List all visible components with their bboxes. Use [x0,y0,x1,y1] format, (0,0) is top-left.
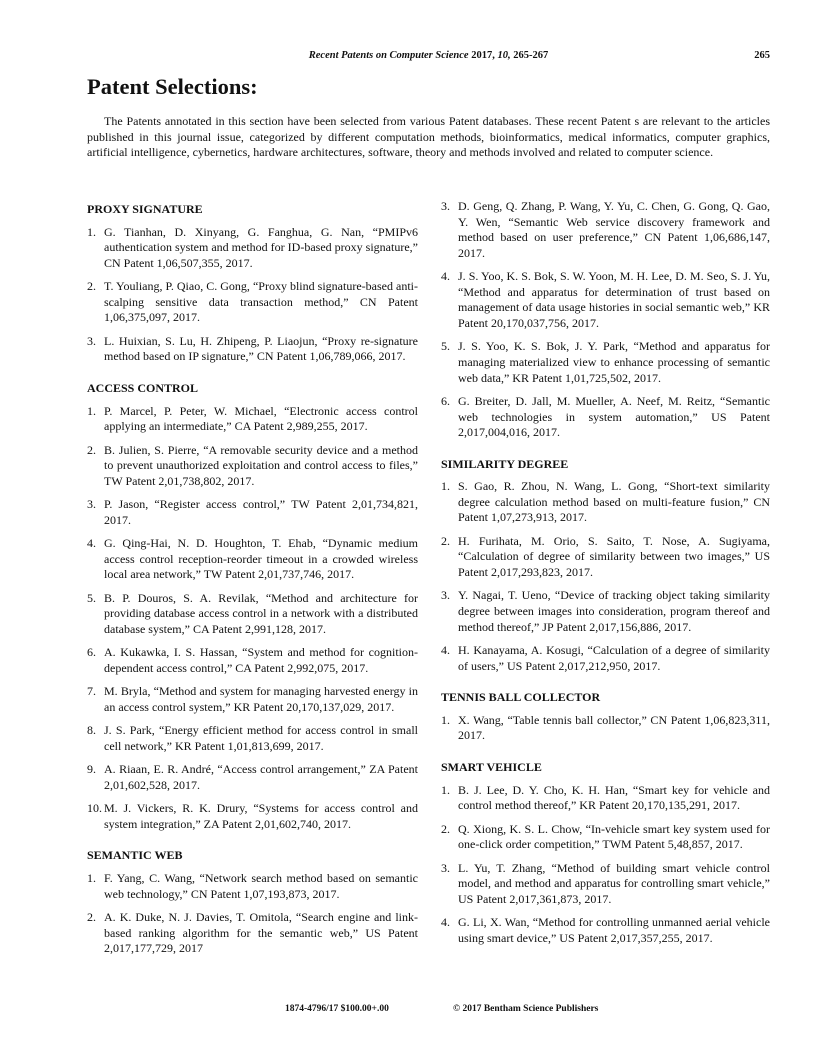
entry-citation: B. Julien, S. Pierre, “A removable security device and a method to prevent unauthorized exploitation and control access to files,” TW Patent 2,01,738,802, 2017. [104,442,418,488]
patent-entry [441,479,770,526]
section-heading: ACCESS CONTROL [87,380,199,395]
patent-entry [441,394,770,441]
journal-year: 2017, [471,50,495,61]
patent-entry [441,915,770,946]
patent-section [441,457,770,675]
patent-entry [441,783,770,814]
entry-number: 7. [87,684,96,699]
entry-citation: Q. Xiong, K. S. L. Chow, “In-vehicle smart key system used for one-click order competition,” TWM Patent 5,48,857, 2017. [458,821,770,852]
entry-citation: M. Bryla, “Method and system for managing harvested energy in an access control system,” KR Patent 20,170,137,029, 2017. [104,684,418,714]
patent-entry [87,334,418,365]
patent-section [87,848,418,956]
entry-number: 10. [87,801,102,816]
entry-citation: A. Riaan, E. R. André, “Access control arrangement,” ZA Patent 2,01,602,528, 2017. [104,762,418,792]
patent-entry [87,684,418,715]
entry-number: 3. [441,860,450,875]
entry-number: 1. [87,224,96,239]
journal-citation [87,50,770,61]
patent-section [441,690,770,744]
section-heading: SIMILARITY DEGREE [441,456,569,471]
entry-number: 1. [441,712,450,727]
patent-entry [87,762,418,793]
section-heading: PROXY SIGNATURE [87,202,203,216]
entry-number: 4. [441,643,450,658]
entry-citation: B. J. Lee, D. Y. Cho, K. H. Han, “Smart key for vehicle and control method thereof,” KR Patent 20,170,135,291, 2017. [458,782,770,813]
entry-citation: L. Huixian, S. Lu, H. Zhipeng, P. Liaojun, “Proxy re-signature method based on IP signature,” CN Patent 1,06,789,066, 2017. [104,333,418,364]
entry-number: 1. [441,479,450,494]
entry-citation: Y. Nagai, T. Ueno, “Device of tracking object taking similarity degree between images into consideration, program thereof and method thereof,” JP Patent 2,017,156,886, 2017. [458,588,770,634]
patent-entry [87,536,418,583]
patent-section [441,199,770,441]
patent-entry [441,339,770,386]
copyright: © 2017 Bentham Science Publishers [453,1004,599,1014]
entry-number: 2. [441,533,450,548]
section-heading: SMART VEHICLE [441,760,542,774]
entry-number: 9. [87,762,96,777]
entry-citation: M. J. Vickers, R. K. Drury, “Systems for access control and system integration,” ZA Patent 2,01,602,740, 2017. [104,801,418,831]
patent-entry [441,534,770,581]
entry-citation: P. Jason, “Register access control,” TW Patent 2,01,734,821, 2017. [104,497,418,527]
entry-citation: J. S. Park, “Energy efficient method for access control in small cell network,” KR Patent 1,01,813,699, 2017. [104,723,418,753]
patent-entry [87,591,418,638]
patent-entry [441,822,770,853]
patent-entry [441,643,770,674]
entry-number: 3. [441,588,450,603]
entry-citation: J. S. Yoo, K. S. Bok, S. W. Yoon, M. H. Lee, D. M. Seo, S. J. Yu, “Method and apparatus for determination of trust based on management of data usage histories in social semantic web,” KR Patent 20,170,037,756, 2017. [458,269,770,330]
entry-number: 1. [441,782,450,797]
issn-price: 1874-4796/17 $100.00+.00 [285,1004,389,1014]
entry-number: 2. [87,442,96,457]
right-column [441,199,770,962]
entry-number: 8. [87,723,96,738]
patent-entry [87,225,418,272]
entry-number: 1. [87,870,96,885]
entry-citation: T. Youliang, P. Qiao, C. Gong, “Proxy blind signature-based anti-scalping sensitive data transaction method,” CN Patent 1,06,375,097, 2017. [104,279,418,325]
entry-citation: S. Gao, R. Zhou, N. Wang, L. Gong, “Short-text similarity degree calculation method based on multi-feature fusion,” CN Patent 1,07,273,913, 2017. [458,479,770,525]
entry-number: 2. [441,821,450,836]
entry-number: 3. [441,199,450,213]
entry-citation: G. Tianhan, D. Xinyang, G. Fanghua, G. Nan, “PMIPv6 authentication system and method for ID-based proxy signature,” CN Patent 1,06,507,355, 2017. [104,224,418,270]
entry-number: 3. [87,333,96,348]
entry-number: 1. [87,403,96,418]
entry-citation: A. K. Duke, N. J. Davies, T. Omitola, “Search engine and link-based ranking algorithm for the semantic web,” US Patent 2,017,177,729, 2017 [104,909,418,956]
journal-volume: 10, [497,50,511,61]
patent-entry [441,861,770,908]
section-heading: SEMANTIC WEB [87,848,183,863]
patent-entry [87,910,418,957]
entry-citation: G. Li, X. Wan, “Method for controlling unmanned aerial vehicle using smart device,” US Patent 2,017,357,255, 2017. [458,915,770,945]
entry-number: 2. [87,279,96,294]
patent-entry [87,871,418,902]
patent-entry [87,443,418,490]
page-title: Patent Selections: [87,74,258,99]
patent-entry [87,497,418,528]
entry-citation: F. Yang, C. Wang, “Network search method based on semantic web technology,” CN Patent 1,07,193,873, 2017. [104,870,418,901]
entry-number: 2. [87,909,96,924]
patent-entry [441,269,770,331]
left-column [87,202,418,973]
patent-section [441,760,770,946]
entry-citation: G. Qing-Hai, N. D. Houghton, T. Ehab, “Dynamic medium access control reception-reorder timeout in a crowded wireless local area network,” TW Patent 2,01,737,746, 2017. [104,536,418,582]
entry-number: 4. [441,915,450,930]
entry-number: 4. [441,269,450,284]
patent-section [87,202,418,365]
patent-entry [87,723,418,754]
section-heading: TENNIS BALL COLLECTOR [441,690,601,705]
entry-number: 6. [87,645,96,660]
patent-entry [87,279,418,326]
entry-citation: P. Marcel, P. Peter, W. Michael, “Electronic access control applying an intermediate,” CA Patent 2,989,255, 2017. [104,403,418,434]
journal-name: Recent Patents on Computer Science [308,50,469,61]
entry-citation: D. Geng, Q. Zhang, P. Wang, Y. Yu, C. Chen, G. Gong, Q. Gao, Y. Wen, “Semantic Web service discovery framework and method based on user preference,” CN Patent 1,06,686,147, 2017. [458,199,770,260]
entry-number: 3. [87,497,96,512]
entry-citation: B. P. Douros, S. A. Revilak, “Method and architecture for providing database access control in a network with a distributed database system,” CA Patent 2,991,128, 2017. [104,590,418,636]
entry-citation: J. S. Yoo, K. S. Bok, J. Y. Park, “Method and apparatus for managing materialized view to enhance processing of semantic web data,” KR Patent 1,01,725,502, 2017. [458,339,770,385]
entry-citation: L. Yu, T. Zhang, “Method of building smart vehicle control model, and method and apparatus for controlling smart vehicle,” US Patent 2,017,361,873, 2017. [458,860,770,906]
intro-paragraph: The Patents annotated in this section have been selected from various Patent databases. These recent Patent s are relevant to the articles published in this journal issue, categorized by different computation methods, bioinformatics, medical informatics, computer graphics, artificial intelligence, cybernetics, hardware architectures, software, theory and methods involved and related to computer science. [87,114,770,160]
patent-entry [87,645,418,676]
entry-number: 5. [87,590,96,605]
patent-entry [441,199,770,261]
entry-citation: H. Furihata, M. Orio, S. Saito, T. Nose, A. Sugiyama, “Calculation of degree of similarity between two images,” US Patent 2,017,293,823, 2017. [458,533,770,580]
page-number: 265 [754,50,770,61]
patent-entry [87,404,418,435]
entry-citation: X. Wang, “Table tennis ball collector,” CN Patent 1,06,823,311, 2017. [458,712,770,743]
entry-citation: G. Breiter, D. Jall, M. Mueller, A. Neef, M. Reitz, “Semantic web technologies in system automation,” US Patent 2,017,004,016, 2017. [458,393,770,440]
patent-section [87,381,418,832]
patent-entry [87,801,418,832]
entry-number: 5. [441,339,450,354]
entry-number: 4. [87,536,96,551]
patent-entry [441,588,770,635]
patent-entry [441,713,770,744]
entry-number: 6. [441,393,450,408]
entry-citation: H. Kanayama, A. Kosugi, “Calculation of a degree of similarity of users,” US Patent 2,017,212,950, 2017. [458,643,770,673]
journal-pages: 265-267 [513,50,549,61]
entry-citation: A. Kukawka, I. S. Hassan, “System and method for cognition-dependent access control,” CA Patent 2,992,075, 2017. [104,645,418,675]
